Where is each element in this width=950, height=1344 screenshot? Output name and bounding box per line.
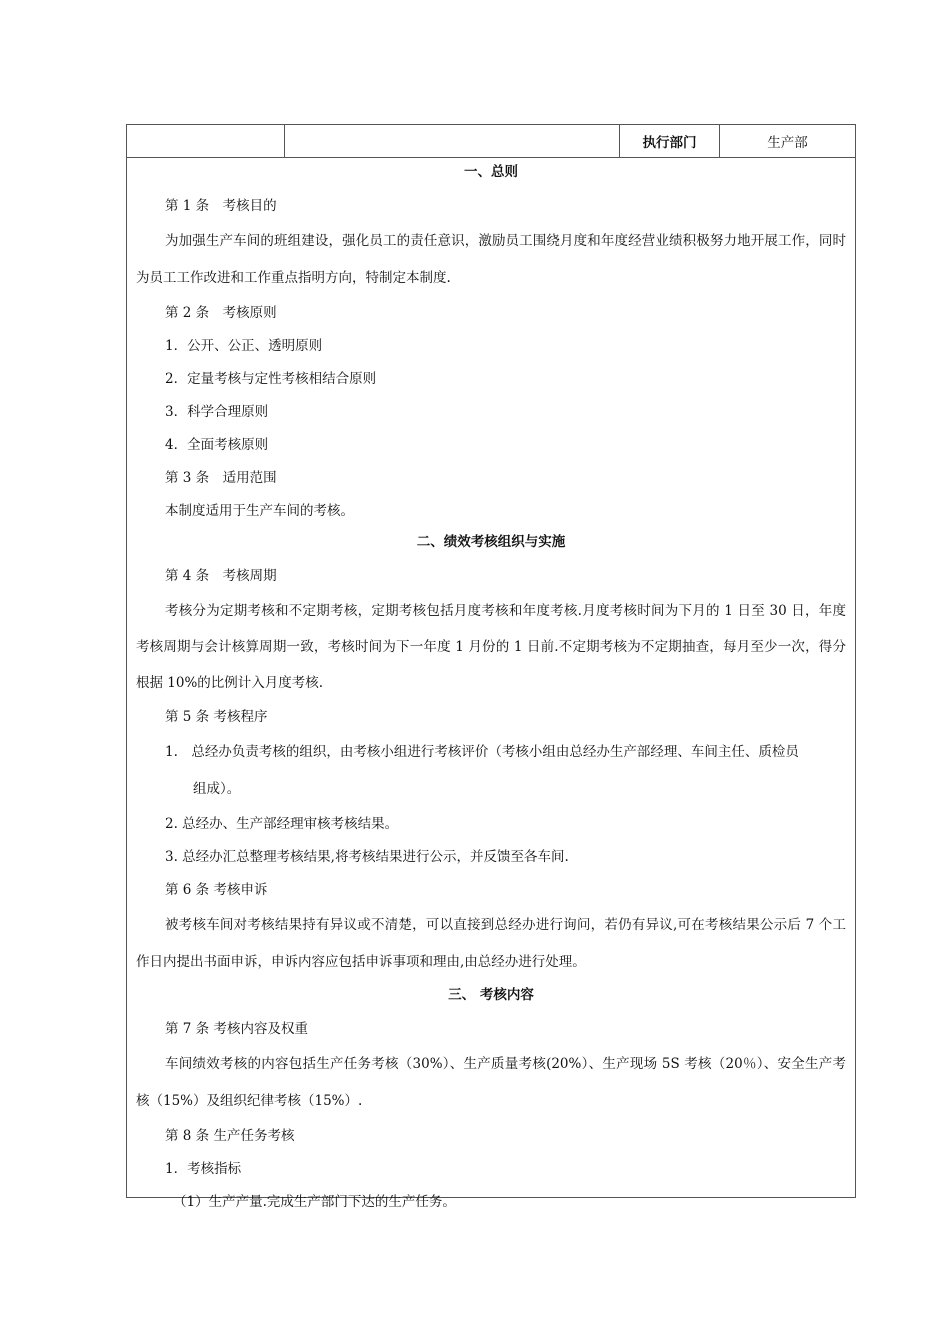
list-item: 3. 总经办汇总整理考核结果,将考核结果进行公示，并反馈至各车间.	[165, 849, 569, 865]
article-8-heading: 第 8 条 生产任务考核	[165, 1128, 295, 1144]
section-title-3: 三、 考核内容	[448, 987, 534, 1003]
article-4-text: 考核分为定期考核和不定期考核，定期考核包括月度考核和年度考核.月度考核时间为下月的 1 日至 30 日，年度考核周期与会计核算周期一致，考核时间为下一年度 1 月份的 1 日前.不定期考核为不定期抽查，每月至少一次，得分根据 10%的比例计入月度考核.	[136, 603, 846, 691]
article-6-text: 被考核车间对考核结果持有异议或不清楚，可以直接到总经办进行询问，若仍有异议,可在考核结果公示后 7 个工作日内提出书面申诉，申诉内容应包括申诉事项和理由,由总经办进行处理。	[136, 917, 846, 970]
article-1-text: 为加强生产车间的班组建设，强化员工的责任意识，激励员工围绕月度和年度经营业绩积极努力地开展工作，同时为员工工作改进和工作重点指明方向，特制定本制度.	[136, 233, 846, 286]
article-7-heading: 第 7 条 考核内容及权重	[165, 1021, 308, 1037]
section-title-2: 二、绩效考核组织与实施	[416, 534, 566, 550]
dept-value: 生产部	[767, 135, 808, 151]
list-item-continued: 组成）。	[193, 781, 241, 797]
list-item: 1．公开、公正、透明原则	[165, 338, 323, 354]
header-cell-2	[285, 125, 620, 157]
header-cell-1	[127, 125, 285, 157]
article-5-heading: 第 5 条 考核程序	[165, 709, 268, 725]
article-7-text: 车间绩效考核的内容包括生产任务考核（30%）、生产质量考核(20%）、生产现场 5S 考核（20％）、安全生产考核（15%）及组织纪律考核（15%）.	[136, 1056, 846, 1109]
article-2-heading: 第 2 条 考核原则	[165, 305, 277, 321]
subheading: 1．考核指标	[165, 1161, 242, 1177]
document-body	[126, 158, 856, 1210]
list-item: 2．定量考核与定性考核相结合原则	[165, 371, 377, 387]
list-item: 3．科学合理原则	[165, 404, 269, 420]
article-4-heading: 第 4 条 考核周期	[165, 568, 277, 584]
list-item: （1）生产产量.完成生产部门下达的生产任务。	[173, 1194, 456, 1210]
article-1-heading: 第 1 条 考核目的	[165, 198, 277, 214]
header-row	[126, 124, 856, 158]
dept-label: 执行部门	[620, 125, 720, 157]
document	[126, 124, 856, 1210]
section-title-1: 一、总则	[464, 164, 518, 180]
list-item: 4．全面考核原则	[165, 437, 269, 453]
article-6-heading: 第 6 条 考核申诉	[165, 882, 268, 898]
list-item: 1. 总经办负责考核的组织，由考核小组进行考核评价（考核小组由总经办生产部经理、车间主任、质检员	[165, 744, 799, 760]
article-3-text: 本制度适用于生产车间的考核。	[165, 503, 354, 519]
article-3-heading: 第 3 条 适用范围	[165, 470, 277, 486]
list-item: 2. 总经办、生产部经理审核考核结果。	[165, 816, 399, 832]
